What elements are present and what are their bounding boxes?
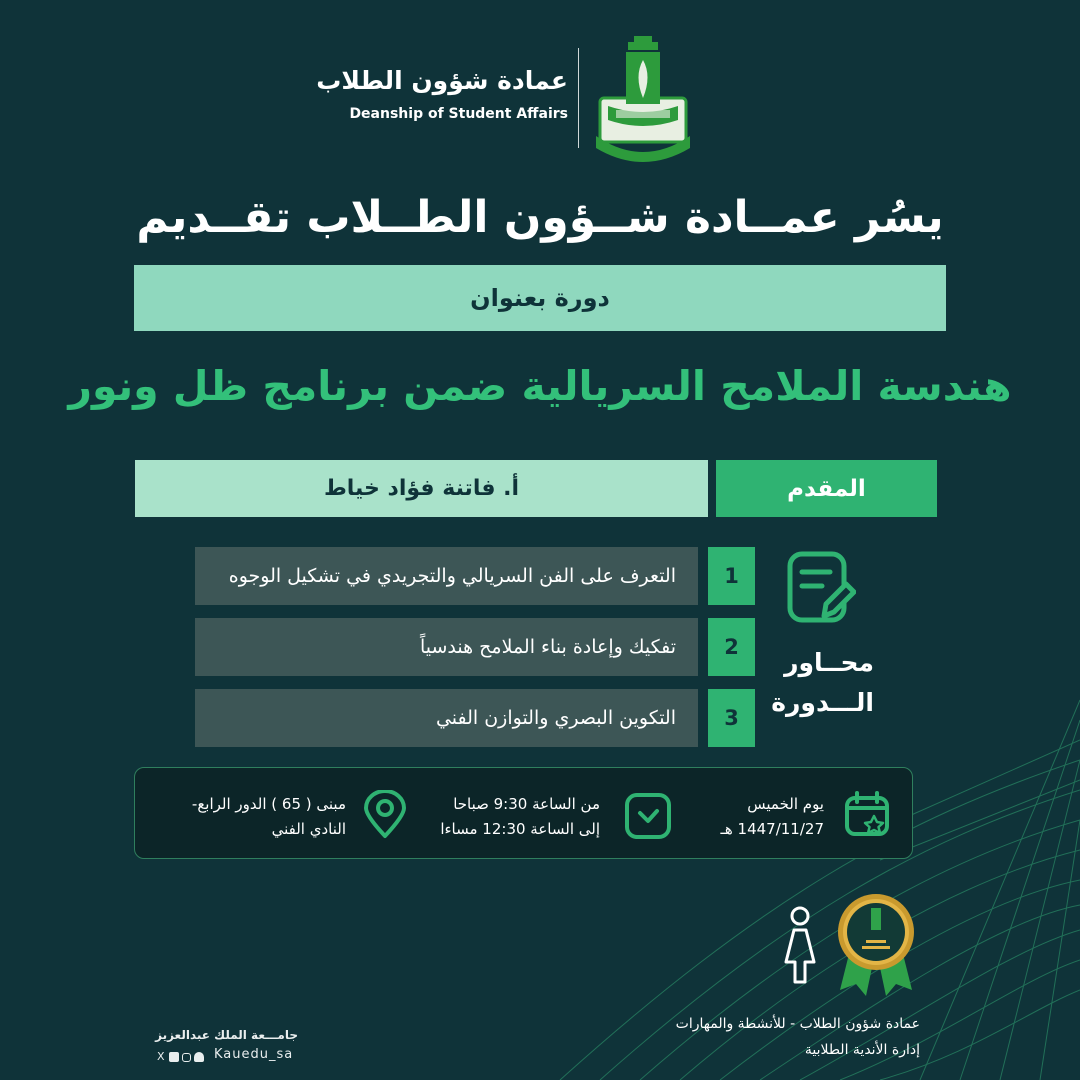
woman-icon <box>780 906 820 986</box>
course-banner-label: دورة بعنوان <box>470 284 610 312</box>
event-day: يوم الخميس <box>747 795 824 813</box>
axes-title-line1: محــاور <box>784 648 874 677</box>
snapchat-icon[interactable] <box>194 1052 204 1062</box>
topic-number: 3 <box>724 706 739 730</box>
topic-number: 2 <box>724 635 739 659</box>
topic-number-2 <box>708 618 755 676</box>
event-time <box>410 792 600 842</box>
course-banner <box>134 265 946 331</box>
course-title: هندسة الملامح السريالية ضمن برنامج ظل ونور <box>68 362 1012 410</box>
university-logo <box>590 36 696 162</box>
social-handle: Kauedu_sa <box>214 1047 294 1062</box>
presenter-name-box <box>135 460 708 517</box>
topic-text: التكوين البصري والتوازن الفني <box>435 707 676 729</box>
header-divider <box>578 48 579 148</box>
event-time-start: من الساعة 9:30 صباحا <box>453 795 600 813</box>
deanship-name-english: Deanship of Student Affairs <box>349 106 568 122</box>
x-icon[interactable]: X <box>157 1050 165 1063</box>
event-hijri-date: 1447/11/27 هـ <box>720 820 824 838</box>
instagram-icon[interactable] <box>182 1053 191 1062</box>
deanship-name-arabic: عمادة شؤون الطلاب <box>316 66 568 95</box>
footer-clubs-admin: إدارة الأندية الطلابية <box>804 1042 920 1058</box>
topic-item-3 <box>195 689 698 747</box>
calendar-star-icon <box>843 790 893 840</box>
edit-document-icon <box>786 550 856 630</box>
topic-number: 1 <box>724 564 739 588</box>
activities-badge <box>836 890 916 998</box>
topic-number-3 <box>708 689 755 747</box>
clock-icon <box>623 791 673 841</box>
event-date <box>700 792 824 842</box>
event-time-end: إلى الساعة 12:30 مساءا <box>440 820 600 838</box>
headline: يسُر عمــادة شــؤون الطــلاب تقــديم <box>136 192 944 243</box>
topic-number-1 <box>708 547 755 605</box>
event-location <box>160 792 346 842</box>
presenter-label-box <box>716 460 937 517</box>
presenter-label: المقدم <box>787 475 866 502</box>
youtube-icon[interactable] <box>169 1052 179 1062</box>
university-footer-name: جامـــعة الملك عبدالعزيز <box>155 1028 298 1042</box>
topic-text: تفكيك وإعادة بناء الملامح هندسياً <box>419 636 676 658</box>
social-icons <box>157 1050 204 1064</box>
axes-title-line2: الـــدورة <box>771 688 874 717</box>
presenter-name: أ. فاتنة فؤاد خياط <box>323 476 520 501</box>
topic-item-1 <box>195 547 698 605</box>
topic-item-2 <box>195 618 698 676</box>
topic-text: التعرف على الفن السريالي والتجريدي في تشكيل الوجوه <box>228 565 676 587</box>
location-pin-icon <box>360 790 410 840</box>
event-venue: النادي الفني <box>271 820 346 838</box>
footer-department: عمادة شؤون الطلاب - للأنشطة والمهارات <box>675 1016 920 1032</box>
event-building: مبنى ( 65 ) الدور الرابع- <box>191 795 346 813</box>
